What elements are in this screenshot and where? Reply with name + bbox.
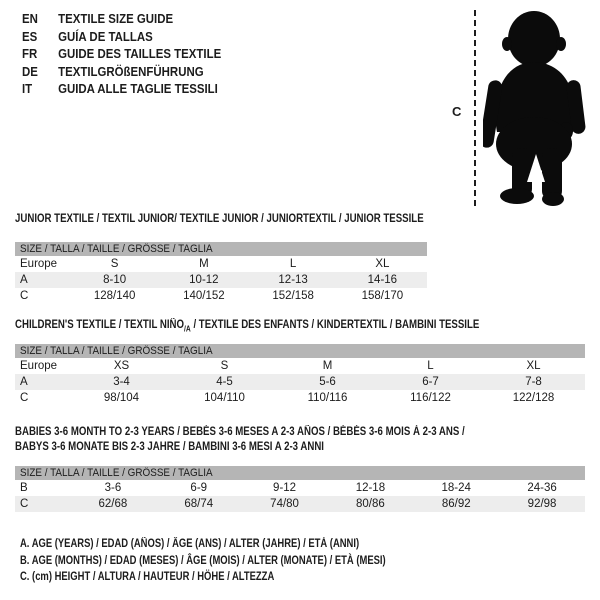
legend-note-a: A. AGE (YEARS) / EDAD (AÑOS) / ÂGE (ANS) / ALTER (JAHRE) / ETÀ (ANNI) — [20, 538, 360, 550]
babies-size-table — [15, 466, 585, 512]
height-measure-dashed-line — [474, 10, 476, 206]
cell: 6-9 — [190, 482, 208, 494]
size-header-band — [15, 344, 585, 358]
cell: 62/68 — [70, 496, 156, 512]
cell: XL — [375, 258, 390, 270]
cell: 10-12 — [159, 272, 248, 288]
babies-table-title-line2: BABYS 3-6 MONATE BIS 2-3 JAHRE / BAMBINI 3-6 MESI A 2-3 ANNI — [15, 441, 324, 453]
size-header-text: SIZE / TALLA / TAILLE / GRÖSSE / TAGLIA — [20, 467, 213, 479]
cell: 3-6 — [104, 482, 122, 494]
cell: 3-4 — [70, 374, 173, 390]
cell: 152/158 — [272, 290, 314, 302]
lang-row-fr — [22, 45, 221, 63]
row-label: A — [15, 374, 70, 390]
lang-text: TEXTILGRÖßENFÜHRUNG — [58, 63, 204, 79]
row-label: Europe — [20, 360, 58, 372]
lang-row-de — [22, 63, 221, 81]
babies-table-title-line1: BABIES 3-6 MONTH TO 2-3 YEARS / BEBÉS 3-6 MESES A 2-3 AÑOS / BÉBÉS 3-6 MOIS À 2-3 ANS / — [15, 426, 465, 438]
cell: M — [322, 360, 333, 372]
size-header-band — [15, 466, 585, 480]
cell: 12-18 — [355, 482, 386, 494]
lang-text: GUIDA ALLE TAGLIE TESSILI — [58, 81, 218, 97]
row-label: C — [15, 496, 70, 512]
cell: 140/152 — [183, 290, 225, 302]
cell: 4-5 — [173, 374, 276, 390]
table-row — [15, 358, 585, 374]
junior-table-title: JUNIOR TEXTILE / TEXTIL JUNIOR/ TEXTILE JUNIOR / JUNIORTEXTIL / JUNIOR TESSILE — [15, 213, 424, 225]
toddler-silhouette-image — [483, 8, 588, 208]
row-label: C — [20, 290, 29, 302]
size-header-band — [15, 242, 427, 256]
cell: 18-24 — [441, 482, 471, 494]
lang-code: IT — [22, 81, 33, 97]
lang-code: ES — [22, 28, 38, 44]
cell: S — [220, 360, 229, 372]
cell: 6-7 — [379, 374, 482, 390]
cell: 128/140 — [93, 290, 136, 302]
table-row — [15, 390, 585, 406]
lang-text: GUÍA DE TALLAS — [58, 28, 153, 44]
cell: 86/92 — [413, 496, 499, 512]
children-title-subscript: /A — [184, 324, 191, 334]
language-title-block — [22, 10, 221, 98]
table-row — [15, 256, 427, 272]
row-label: C — [20, 392, 29, 404]
legend-note-b: B. AGE (MONTHS) / EDAD (MESES) / ÂGE (MOIS) / ALTER (MONATE) / ETÀ (MESI) — [20, 554, 386, 567]
table-row — [15, 288, 427, 304]
table-row — [15, 480, 585, 496]
cell: L — [289, 258, 297, 270]
cell: 158/170 — [361, 290, 404, 302]
lang-code: FR — [22, 46, 38, 62]
table-row — [15, 374, 585, 390]
cell: 8-10 — [70, 272, 159, 288]
cell: 7-8 — [482, 374, 585, 390]
row-label: A — [15, 272, 70, 288]
lang-row-es — [22, 28, 221, 46]
cell: 92/98 — [499, 496, 585, 512]
cell: 74/80 — [242, 496, 328, 512]
row-label: Europe — [20, 258, 58, 270]
size-header-text: SIZE / TALLA / TAILLE / GRÖSSE / TAGLIA — [20, 345, 213, 357]
lang-text: TEXTILE SIZE GUIDE — [58, 11, 174, 27]
lang-code: EN — [22, 11, 38, 27]
legend-notes — [20, 536, 386, 586]
cell: XS — [113, 360, 130, 372]
cell: L — [427, 360, 434, 372]
legend-note-c: C. (cm) HEIGHT / ALTURA / HAUTEUR / HÖHE / ALTEZZA — [20, 571, 275, 583]
junior-size-table — [15, 242, 427, 304]
children-size-table — [15, 344, 585, 406]
cell: 98/104 — [103, 392, 140, 404]
lang-row-it — [22, 80, 221, 98]
lang-row-en — [22, 10, 221, 28]
children-title-pre: CHILDREN'S TEXTILE / TEXTIL NIÑO — [15, 319, 185, 331]
lang-code: DE — [22, 63, 38, 79]
cell: 122/128 — [512, 392, 555, 404]
height-measure-label: C — [452, 104, 462, 119]
size-header-text: SIZE / TALLA / TAILLE / GRÖSSE / TAGLIA — [20, 243, 213, 255]
cell: 24-36 — [527, 482, 557, 494]
children-title-post: / TEXTILE DES ENFANTS / KINDERTEXTIL / BAMBINI TESSILE — [190, 319, 480, 331]
children-table-title — [15, 318, 479, 336]
cell: 80/86 — [327, 496, 413, 512]
cell: 104/110 — [204, 392, 245, 404]
cell: 5-6 — [276, 374, 379, 390]
cell: 68/74 — [156, 496, 242, 512]
table-row — [15, 496, 585, 512]
cell: 14-16 — [338, 272, 427, 288]
cell: 110/116 — [307, 392, 348, 404]
row-label: B — [20, 482, 28, 494]
cell: M — [199, 258, 209, 270]
table-row — [15, 272, 427, 288]
cell: 12-13 — [249, 272, 338, 288]
cell: 9-12 — [273, 482, 297, 494]
lang-text: GUIDE DES TAILLES TEXTILE — [58, 46, 222, 62]
cell: 116/122 — [410, 392, 451, 404]
cell: S — [110, 258, 119, 270]
cell: XL — [526, 360, 541, 372]
